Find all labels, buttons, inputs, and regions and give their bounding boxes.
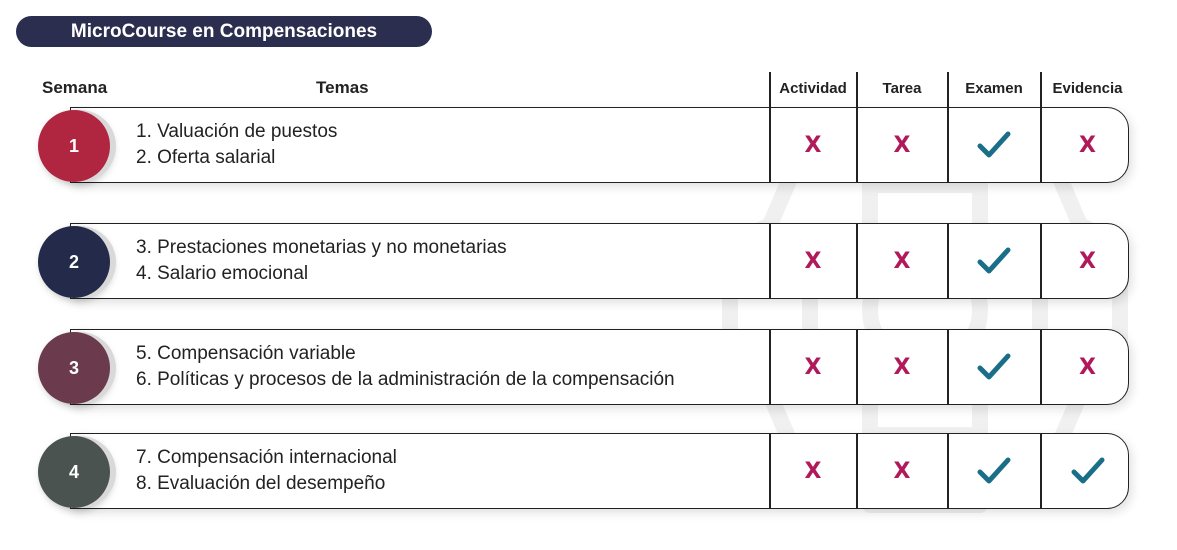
examen-cell bbox=[948, 223, 1040, 299]
tarea-cell bbox=[857, 107, 947, 183]
check-icon bbox=[1071, 456, 1105, 486]
x-icon: X bbox=[804, 354, 822, 380]
x-icon: X bbox=[1079, 132, 1096, 158]
evidencia-cell bbox=[1041, 329, 1134, 405]
actividad-cell bbox=[770, 433, 856, 509]
header-examen: Examen bbox=[965, 80, 1023, 97]
check-icon bbox=[977, 352, 1011, 382]
topic-line: 3. Prestaciones monetarias y no monetarias bbox=[136, 237, 507, 258]
week-row bbox=[38, 433, 1138, 511]
topic-line: 8. Evaluación del desempeño bbox=[136, 473, 386, 494]
header-divider bbox=[947, 72, 949, 107]
header-divider bbox=[856, 72, 858, 107]
evidencia-cell bbox=[1041, 433, 1134, 509]
x-icon: X bbox=[893, 354, 911, 380]
actividad-cell bbox=[770, 107, 856, 183]
week-row bbox=[38, 107, 1138, 185]
x-icon: X bbox=[893, 132, 911, 158]
x-icon: X bbox=[804, 132, 822, 158]
week-topics bbox=[136, 341, 675, 393]
topic-line: 4. Salario emocional bbox=[136, 263, 309, 284]
week-number-badge: 1 bbox=[38, 110, 110, 182]
tarea-cell bbox=[857, 329, 947, 405]
topic-line: 2. Oferta salarial bbox=[136, 147, 276, 168]
actividad-cell bbox=[770, 223, 856, 299]
week-number-badge: 2 bbox=[38, 226, 110, 298]
x-icon: X bbox=[1079, 248, 1096, 274]
week-number-badge: 4 bbox=[38, 436, 110, 508]
topic-line: 7. Compensación internacional bbox=[136, 447, 397, 468]
evidencia-cell bbox=[1041, 107, 1134, 183]
header-temas: Temas bbox=[316, 78, 369, 97]
x-icon: X bbox=[1079, 354, 1096, 380]
examen-cell bbox=[948, 107, 1040, 183]
header-actividad: Actividad bbox=[779, 80, 847, 97]
week-topics bbox=[136, 235, 507, 287]
header-tarea: Tarea bbox=[882, 80, 922, 97]
week-topics bbox=[136, 445, 397, 497]
x-icon: X bbox=[804, 248, 822, 274]
check-icon bbox=[977, 130, 1011, 160]
header-divider bbox=[769, 72, 771, 107]
topic-line: 1. Valuación de puestos bbox=[136, 121, 338, 142]
tarea-cell bbox=[857, 223, 947, 299]
examen-cell bbox=[948, 329, 1040, 405]
week-row bbox=[38, 223, 1138, 301]
topic-line: 6. Políticas y procesos de la administración de la compensación bbox=[136, 369, 675, 390]
actividad-cell bbox=[770, 329, 856, 405]
header-divider bbox=[1040, 72, 1042, 107]
examen-cell bbox=[948, 433, 1040, 509]
x-icon: X bbox=[893, 248, 911, 274]
week-row bbox=[38, 329, 1138, 407]
header-semana: Semana bbox=[42, 78, 108, 97]
x-icon: X bbox=[893, 458, 911, 484]
topic-line: 5. Compensación variable bbox=[136, 343, 356, 364]
tarea-cell bbox=[857, 433, 947, 509]
header-evidencia: Evidencia bbox=[1052, 80, 1123, 97]
week-topics bbox=[136, 119, 337, 171]
course-title: MicroCourse en Compensaciones bbox=[16, 16, 432, 47]
check-icon bbox=[977, 246, 1011, 276]
evidencia-cell bbox=[1041, 223, 1134, 299]
check-icon bbox=[977, 456, 1011, 486]
x-icon: X bbox=[804, 458, 822, 484]
week-number-badge: 3 bbox=[38, 332, 110, 404]
